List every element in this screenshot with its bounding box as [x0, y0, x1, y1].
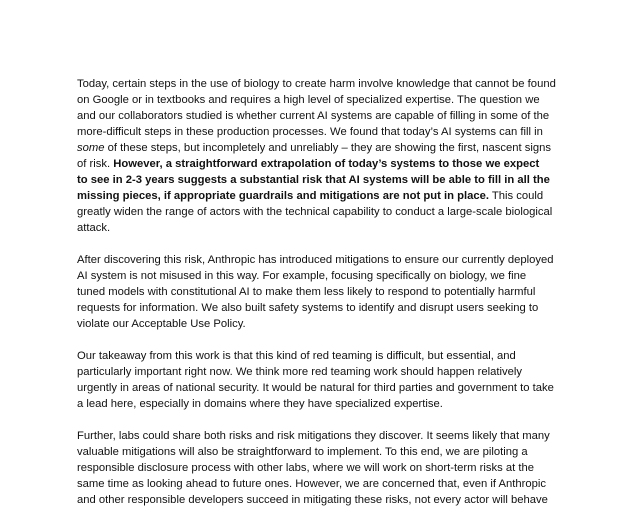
text-segment: AI system is not misused in this way. For example, focusing specifically on biology, we fine	[77, 270, 527, 282]
text-segment: greatly widen the range of actors with the technical capability to conduct a large-scale biological	[77, 206, 553, 218]
text-segment-bold: to see in 2-3 years suggests a substantial risk that AI systems will be able to fill in all the	[77, 174, 550, 186]
text-segment: attack.	[77, 222, 111, 234]
text-line	[77, 284, 573, 300]
text-line	[77, 268, 573, 284]
text-line	[77, 140, 573, 156]
text-segment: more-difficult steps in these production processes. We found that today’s AI systems can fill in	[77, 126, 543, 138]
text-segment: After discovering this risk, Anthropic has introduced mitigations to ensure our currently deployed	[77, 254, 554, 266]
text-segment: particularly important right now. We think more red teaming work should happen relatively	[77, 366, 523, 378]
text-line	[77, 396, 573, 412]
text-segment: valuable mitigations will also be straightforward to implement. To this end, we are piloting a	[77, 446, 528, 458]
text-line	[77, 348, 573, 364]
text-segment: requests for information. We also built safety systems to identify and disrupt users seeking to	[77, 302, 539, 314]
text-segment-italic: some	[77, 142, 105, 154]
text-segment-bold: However, a straightforward extrapolation of today’s systems to those we expect	[113, 158, 540, 170]
text-line	[77, 172, 573, 188]
text-line	[77, 252, 573, 268]
text-line	[77, 460, 573, 476]
text-segment-bold: missing pieces, if appropriate guardrails and mitigations are not put in place.	[77, 190, 489, 202]
text-segment: a lead here, especially in domains where they have specialized expertise.	[77, 398, 443, 410]
text-segment: and other responsible developers succeed in mitigating these risks, not every actor will behave	[77, 494, 548, 506]
text-segment: Our takeaway from this work is that this kind of red teaming is difficult, but essential, and	[77, 350, 516, 362]
paragraph	[77, 252, 573, 332]
text-line	[77, 364, 573, 380]
text-segment: and our collaborators studied is whether current AI systems are capable of filling in some of the	[77, 110, 550, 122]
text-segment: responsible disclosure process with other labs, where we will work on short-term risks at the	[77, 462, 535, 474]
text-line	[77, 220, 573, 236]
text-segment: of risk.	[77, 158, 114, 170]
text-line	[77, 492, 573, 508]
paragraph	[77, 428, 573, 508]
text-line	[77, 204, 573, 220]
paragraph	[77, 348, 573, 412]
text-segment: same time as looking ahead to future ones. However, we are concerned that, even if Anthropic	[77, 478, 547, 490]
text-line	[77, 188, 573, 204]
text-segment: Today, certain steps in the use of biology to create harm involve knowledge that cannot be found	[77, 78, 556, 90]
paragraph	[77, 76, 573, 236]
text-segment: Further, labs could share both risks and risk mitigations they discover. It seems likely that many	[77, 430, 550, 442]
text-segment: on Google or in textbooks and requires a high level of specialized expertise. The question we	[77, 94, 540, 106]
text-line	[77, 316, 573, 332]
text-line	[77, 76, 573, 92]
text-segment: violate our Acceptable Use Policy.	[77, 318, 246, 330]
text-segment: This could	[488, 190, 544, 202]
text-segment: of these steps, but incompletely and unreliably – they are showing the first, nascent signs	[104, 142, 552, 154]
text-line	[77, 300, 573, 316]
text-segment: urgently in areas of national security. It would be natural for third parties and government to take	[77, 382, 554, 394]
text-segment: tuned models with constitutional AI to make them less likely to respond to potentially harmful	[77, 286, 536, 298]
text-line	[77, 444, 573, 460]
document-body	[77, 76, 573, 524]
text-line	[77, 380, 573, 396]
text-line	[77, 428, 573, 444]
text-line	[77, 124, 573, 140]
text-line	[77, 156, 573, 172]
text-line	[77, 92, 573, 108]
text-line	[77, 108, 573, 124]
text-line	[77, 476, 573, 492]
